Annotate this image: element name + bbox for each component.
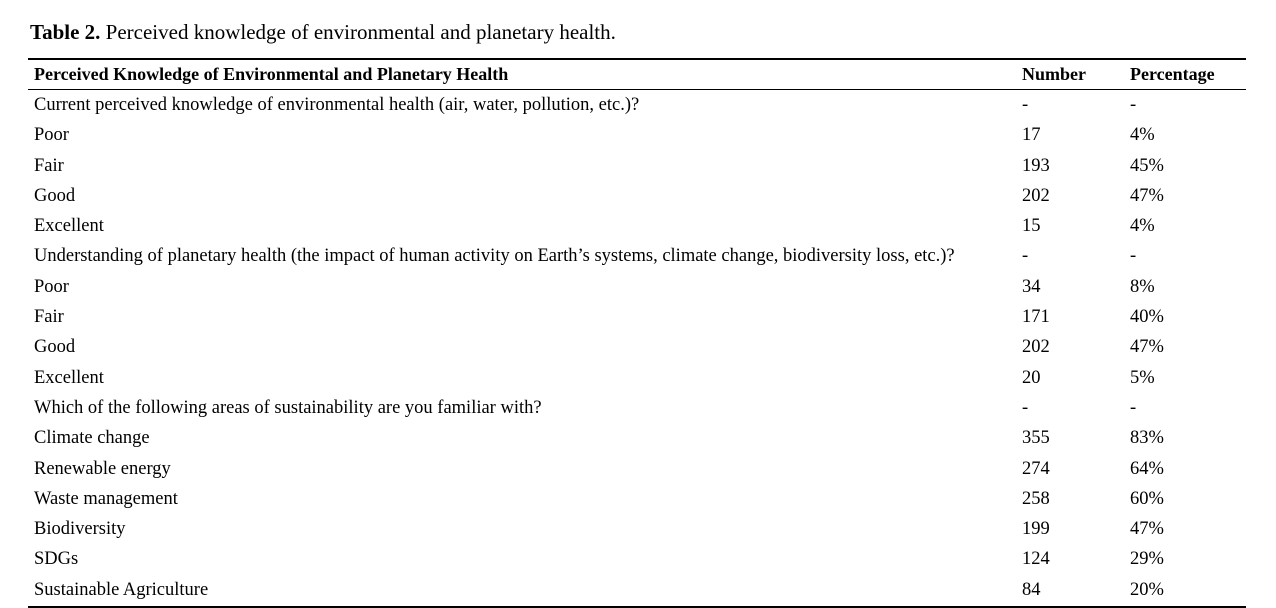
row-number: 193 (1022, 155, 1050, 176)
row-number: 202 (1022, 185, 1050, 206)
table-row (28, 423, 1246, 453)
row-number: 171 (1022, 307, 1050, 328)
row-label: Excellent (34, 216, 104, 237)
table-caption (30, 18, 1246, 46)
table-caption-label: Table 2. (30, 20, 101, 44)
row-percentage: 40% (1130, 307, 1164, 328)
table-row (28, 363, 1246, 393)
row-number: 15 (1022, 216, 1041, 237)
row-number: 124 (1022, 549, 1050, 570)
row-label: Excellent (34, 367, 104, 388)
row-percentage: 60% (1130, 488, 1164, 509)
table-row (28, 514, 1246, 544)
row-percentage: 5% (1130, 367, 1155, 388)
table-row (28, 332, 1246, 362)
table-row (28, 575, 1246, 607)
table-row (28, 120, 1246, 150)
column-header-percentage: Percentage (1124, 59, 1246, 90)
row-label: Biodiversity (34, 519, 126, 540)
table-row (28, 544, 1246, 574)
row-percentage: 47% (1130, 337, 1164, 358)
row-number: 84 (1016, 575, 1124, 607)
row-label: Renewable energy (34, 458, 171, 479)
table-row (28, 272, 1246, 302)
row-number: 274 (1022, 458, 1050, 479)
row-number: 202 (1022, 337, 1050, 358)
row-number: 258 (1022, 488, 1050, 509)
row-number: 17 (1022, 125, 1041, 146)
table-header-row (28, 59, 1246, 90)
table-row (28, 181, 1246, 211)
row-number: 355 (1022, 428, 1050, 449)
table-body (28, 90, 1246, 608)
row-label: Poor (34, 125, 69, 146)
row-number: - (1022, 246, 1029, 267)
row-percentage: 4% (1130, 216, 1155, 237)
row-label: Fair (34, 155, 64, 176)
row-percentage: 64% (1130, 458, 1164, 479)
row-label: SDGs (34, 549, 79, 570)
table-header (28, 59, 1246, 90)
row-percentage: 29% (1130, 549, 1164, 570)
row-percentage: 83% (1130, 428, 1164, 449)
row-percentage: 20% (1124, 575, 1246, 607)
row-number: - (1022, 397, 1029, 418)
table-row (28, 241, 1246, 271)
table-row (28, 454, 1246, 484)
row-label: Current perceived knowledge of environmental health (air, water, pollution, etc.)? (34, 95, 640, 115)
row-percentage: - (1130, 397, 1137, 418)
table-caption-text: Perceived knowledge of environmental and planetary health. (100, 20, 616, 44)
row-percentage: - (1130, 246, 1137, 267)
table-row (28, 211, 1246, 241)
row-label: Fair (34, 307, 64, 328)
table-row (28, 151, 1246, 181)
table-row (28, 393, 1246, 423)
row-number: 34 (1022, 276, 1041, 297)
row-percentage: 47% (1130, 519, 1164, 540)
row-label: Poor (34, 276, 69, 297)
row-percentage: 47% (1130, 185, 1164, 206)
row-label: Understanding of planetary health (the impact of human activity on Earth’s systems, climate change, biodiversity loss, etc.)? (34, 246, 955, 267)
table-row (28, 484, 1246, 514)
row-label: Which of the following areas of sustainability are you familiar with? (34, 397, 542, 418)
row-percentage: 8% (1130, 276, 1155, 297)
row-label: Climate change (34, 428, 150, 449)
row-number: - (1022, 95, 1029, 115)
row-percentage: 45% (1130, 155, 1164, 176)
row-label: Good (34, 185, 76, 206)
row-percentage: 4% (1130, 125, 1155, 146)
row-number: 199 (1022, 519, 1050, 540)
table-row (28, 90, 1246, 121)
table-row (28, 302, 1246, 332)
row-number: 20 (1022, 367, 1041, 388)
row-percentage: - (1130, 95, 1137, 115)
row-label: Waste management (34, 488, 178, 509)
row-label: Good (34, 337, 76, 358)
row-label: Sustainable Agriculture (28, 575, 1016, 607)
column-header-label: Perceived Knowledge of Environmental and Planetary Health (28, 59, 1016, 90)
column-header-number: Number (1016, 59, 1124, 90)
perceived-knowledge-table (28, 58, 1246, 608)
